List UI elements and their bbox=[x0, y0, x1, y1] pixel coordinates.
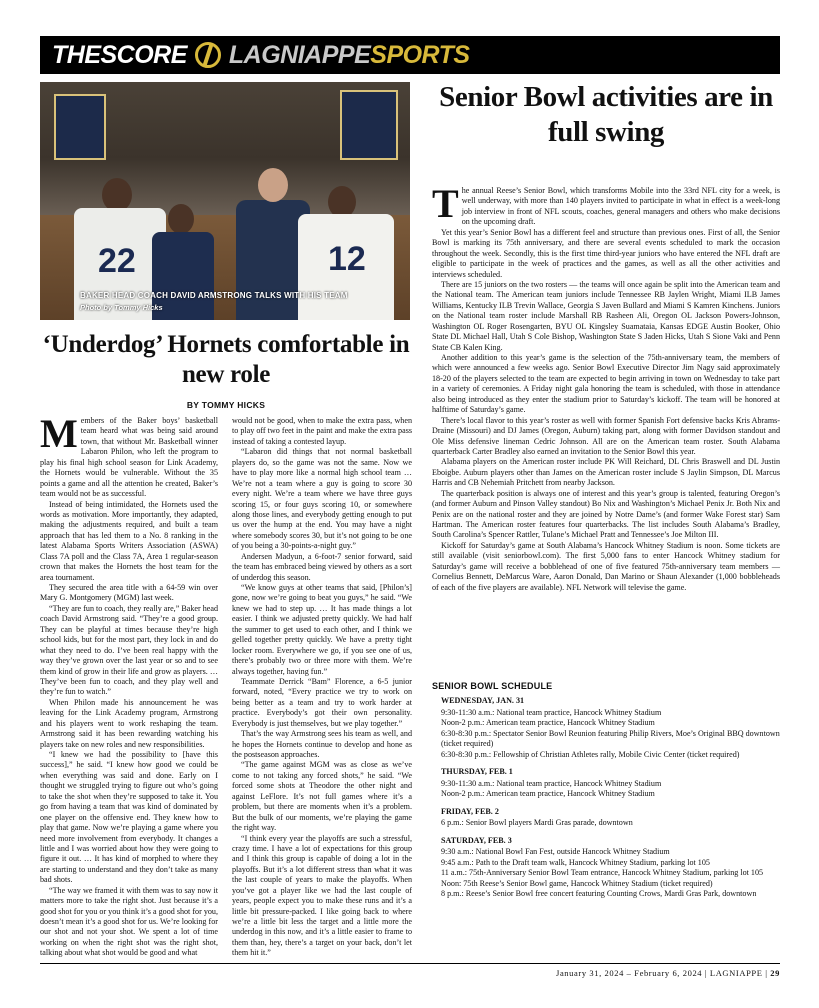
schedule-event: 6 p.m.: Senior Bowl players Mardi Gras parade, downtown bbox=[441, 818, 633, 828]
paragraph: Teammate Derrick “Bam” Florence, a 6-5 junior forward, noted, “Every practice we try to work on being better as a team and try to work harder at practice. Everybody’s got their own personality. Everybody is just themselves, but we play together.” bbox=[232, 676, 412, 728]
schedule-event: 6:30-8:30 p.m.: Fellowship of Christian Athletes rally, Mobile Civic Center (ticket required) bbox=[441, 749, 740, 759]
paragraph: There are 15 juniors on the two rosters — the teams will once again be split into the American team and the National team. The American team juniors include Tennessee RB Jaylen Wright, Miami ILB James Williams, Kentucky ILB Trevin Wallace, Georgia S Javen Bullard and Miami S Kamren Kinchens. Juniors on the National team roster include Marshall RB Rasheen Ali, Oregon OL Jackson Powers-Johnson, Washington OL Roger Rosengarten, BYU OL Kingsley Suamataia, Kansas EDGE Austin Booker, Ohio State DL Michael Hall, Utah S Cole Bishop, Washington State S Jaden Hicks, Utah S Sione Vaki and Penn State CB Kalen King. bbox=[432, 279, 780, 352]
paragraph: “I knew we had the possibility to [have this success],” he said. “I knew how good we could be when everything was said and done. Early on I thought we struggled trying to figure out who’s going to take the shot when they’re supposed to take it. You go from having a team that was kind of dominated by one player on the offensive end. They knew how to play that game. Now we’re playing a game where you need more involvement from everybody. It changes a little and I was worried about how they were going to figure it out. … It has kind of morphed to where they are starting to understand and they don’t take as many bad shots. bbox=[40, 750, 218, 885]
paragraph: When Philon made his announcement he was leaving for the Link Academy program, Armstrong and his players went to work reshaping the team. Armstrong said it has been rewarding watching his players take on new roles and new responsibilities. bbox=[40, 697, 218, 749]
player-head bbox=[168, 204, 194, 234]
player-number: 22 bbox=[98, 242, 136, 280]
paragraph: embers of the Baker boys’ basketball team heard what was being said around town, that without Mr. Basketball winner Labaron Philon, who left the program to play his final high school season for Link Academy, the Hornets would be vulnerable. Without the 35 points a game and all the attention he created, Baker’s team would not be as successful. bbox=[40, 416, 218, 499]
masthead-lagniappe: LAGNIAPPE bbox=[228, 40, 371, 69]
schedule-event: 9:45 a.m.: Path to the Draft team walk, Hancock Whitney Stadium, parking lot 105 bbox=[441, 857, 710, 867]
paragraph: Instead of being intimidated, the Hornets used the words as motivation. More importantly, they adapted, making the adjustments required, and built a team approach that has led them to a No. 8 ranking in the latest Alabama Sports Writers Association (ASWA) Class 7A poll and the Class 7A, Area 1 regular-season crown that makes the Hornets the host team for the area tournament. bbox=[40, 499, 218, 582]
dropcap-right: T bbox=[432, 181, 459, 226]
right-article-headline: Senior Bowl activities are in full swing bbox=[439, 81, 773, 148]
schedule-event: 8 p.m.: Reese’s Senior Bowl free concert featuring Counting Crows, Mardi Gras Park, downtown bbox=[441, 889, 757, 899]
schedule-event: 11 a.m.: 75th-Anniversary Senior Bowl Team entrance, Hancock Whitney Stadium, parking lot 105 bbox=[441, 868, 764, 878]
player-head bbox=[102, 178, 132, 212]
paragraph: “Labaron did things that not normal basketball players do, so the game was not the same. Now we have to play more like a normal high school team … We’re not a team where a guy is going to score 30 every night. We’re a team where we have three guys scoring 15, or four guys scoring 10, or somewhere along those lines, and everybody getting enough to put us over the hump at the end. You may have a night where somebody scores 30, but it’s not going to be one of you being a 30-points-a-night guy.” bbox=[232, 447, 412, 551]
paragraph: “The way we framed it with them was to say now it matters more to take the right shot. Just because it’s a good shot for you or you think it’s a good shot for you, doesn’t mean it’s a good shot for us. We’re looking for our shot and not your shot. We spent a lot of time working on when the right shot was the right shot, talking about what shot would be good and what bbox=[40, 885, 218, 958]
left-article-headline: ‘Underdog’ Hornets comfortable in new role bbox=[42, 331, 410, 388]
paragraph: “The game against MGM was as close as we’ve come to not taking any forced shots,” he said. “We forced some shots at Theodore the other night and against LeFlore. It’s not full games where it’s a problem, but there are moments when it’s a problem. But the bulk of our moments, we’re playing the game the right way. bbox=[232, 760, 412, 833]
gym-banner bbox=[340, 90, 398, 160]
paragraph: he annual Reese’s Senior Bowl, which transforms Mobile into the 33rd NFL city for a week, is well underway, with more than 140 players invited to participate in what in effect is a week-long job interview in front of NFL scouts, coaches, general managers and others who make decisions on the upcoming draft. bbox=[461, 186, 780, 227]
paragraph: The quarterback position is always one of interest and this year’s group is talented, featuring Oregon’s (and former Auburn and Pinson Valley standout) Bo Nix and Washington’s Michael Penix Jr. Both Nix and Penix are on the national roster and they are joined by Notre Dame’s (and former Wake Forest star) Sam Hartman. The American roster features four quarterbacks. The list includes South Alabama’s Bradley, South Carolina’s Spencer Rattler, Tulane’s Michael Pratt and Tennessee’s Joe Milton III. bbox=[432, 488, 780, 540]
paragraph: There’s local flavor to this year’s roster as well with former Spanish Fort defensive backs Kris Abrams-Draine (Missouri) and DJ James (Oregon, Auburn) taking part, along with former Davidson standout and Ole Miss defensive lineman Cedric Johnson. All are on the American team roster. South Alabama quarterback Carter Bradley also earned an invitation to the Senior Bowl this year. bbox=[432, 415, 780, 456]
photo-credit: Photo by Tommy Hicks bbox=[80, 303, 163, 312]
schedule-event: 9:30-11:30 a.m.: National team practice, Hancock Whitney Stadium bbox=[441, 707, 662, 717]
page-number: 29 bbox=[770, 968, 780, 978]
paragraph: Yet this year’s Senior Bowl has a different feel and structure than previous ones. First of all, the Senior Bowl is marking its 75th anniversary, and there are several events scheduled to mark the occasion throughout the week. Secondly, this is the first time third-year juniors who have entered the NFL draft are eligible to participate in the week of practices and the games, as well as all the other activities and interviews scheduled. bbox=[432, 227, 780, 279]
footer-divider bbox=[40, 963, 780, 964]
schedule-event: Noon-2 p.m.: American team practice, Hancock Whitney Stadium bbox=[441, 718, 655, 728]
masthead-score: SCORE bbox=[100, 40, 187, 69]
footer-dates: January 31, 2024 – February 6, 2024 | LAGNIAPPE | bbox=[556, 968, 768, 978]
paragraph: “I think every year the playoffs are such a stressful, crazy time. I have a lot of expectations for this group and I think this group is capable of doing a lot in the playoffs. But it’s a lot different stress than what it was the last couple of years to make the playoffs. When you’ve got a player like we had the last couple of years, people expect you to make these runs and it’s a little bit pressure-packed. I like going back to where we’re a little bit less the target and a little more the underdog in this now, and it’s a little easier to frame to them than, hey, there’s a target on your back, don’t let them hit it.” bbox=[232, 833, 412, 958]
paragraph: “We know guys at other teams that said, [Philon’s] gone, now we’re going to beat you guys,” he said. “We knew we had to step up. … It has made things a lot easier. I think we adjusted pretty quickly. We had half the summer to get used to each other, and I think we gelled together pretty quickly. We have a pretty tight locker room. Everywhere we go, if you see one of us, there’s probably two or three more with them. We’re always together, having fun.” bbox=[232, 583, 412, 676]
schedule-day-label: THURSDAY, FEB. 1 bbox=[441, 767, 513, 777]
masthead-divider-icon bbox=[195, 42, 221, 68]
dropcap-left: M bbox=[40, 411, 78, 456]
schedule-event: 6:30-8:30 p.m.: Spectator Senior Bowl Reunion featuring Philip Rivers, Moe’s Original BBQ downtown (ticket required) bbox=[441, 728, 780, 749]
left-article-byline: BY TOMMY HICKS bbox=[186, 400, 266, 410]
left-article-column-1 bbox=[40, 411, 218, 959]
left-article-column-2 bbox=[232, 416, 412, 959]
paragraph: That’s the way Armstrong sees his team as well, and he hopes the Hornets continue to develop and hone as the postseason approaches. bbox=[232, 729, 412, 759]
paragraph: Alabama players on the American roster include PK Will Reichard, DL Chris Braswell and DL Justin Eboigbe. Auburn players other than James on the American roster include S Jaylin Simpson, DL Marcus Harris and CB Nehemiah Pritchett from nearby Jackson. bbox=[432, 457, 780, 488]
gym-banner bbox=[54, 94, 106, 160]
photo-caption: BAKER HEAD COACH DAVID ARMSTRONG TALKS WITH HIS TEAM bbox=[80, 291, 348, 300]
paragraph: Kickoff for Saturday’s game at South Alabama’s Hancock Whitney Stadium is noon. Some tickets are still available (visit seniorbowl.com). The first 5,000 fans to enter Hancock Whitney stadium for Saturday’s game will receive a bobblehead of one of five featured 75th-anniversary team members — Cornelius Bennett, DeMarcus Ware, Aaron Donald, Dan Marino or Shaun Alexander (1,000 bobbleheads of each of the five players are available). NFL Network will televise the game. bbox=[432, 540, 780, 592]
schedule-title: SENIOR BOWL SCHEDULE bbox=[432, 681, 553, 691]
schedule-day-label: SATURDAY, FEB. 3 bbox=[441, 835, 512, 845]
player-number: 12 bbox=[328, 240, 366, 278]
paragraph: Andersen Madyun, a 6-foot-7 senior forward, said the team has embraced being viewed by others as a sort of underdog this season. bbox=[232, 551, 412, 582]
masthead-the: THE bbox=[52, 40, 101, 69]
paragraph: Another addition to this year’s game is the selection of the 75th-anniversary team, the members of which were announced a few weeks ago. Senior Bowl Executive Director Jim Nagy said approximately 18-20 of the players selected to the team are expected to begin arriving in town on Wednesday to take part in a variety of ceremonies. A Friday night gala honoring the team is scheduled, with those in attendance also being introduced as they enter the stadium prior to Saturday’s kickoff. The team will be honored at halftime of Saturday’s game. bbox=[432, 353, 780, 415]
schedule-event: 9:30 a.m.: National Bowl Fan Fest, outside Hancock Whitney Stadium bbox=[441, 847, 670, 857]
coach-head bbox=[258, 168, 288, 202]
paragraph: They secured the area title with a 64-59 win over Mary G. Montgomery (MGM) last week. bbox=[40, 583, 218, 603]
paragraph: “They are fun to coach, they really are,” Baker head coach David Armstrong said. “They’re a good group. They can be playful at times because they’re high school kids, but for the most part, they lock in and do what they need to do. I’ve been real happy with the way they’ve grown over the last year or so and to see them kind of grow in their life and grow as players. … They’ve been fun to coach, and they play well and they’re fun to watch.” bbox=[40, 603, 218, 697]
masthead-sports: SPORTS bbox=[370, 40, 470, 69]
paragraph: would not be good, when to make the extra pass, when to play off two feet in the paint and make the extra pass instead of taking a contested layup. bbox=[232, 416, 412, 446]
senior-bowl-schedule bbox=[432, 696, 780, 900]
schedule-event: 9:30-11:30 a.m.: National team practice, Hancock Whitney Stadium bbox=[441, 778, 662, 788]
right-article-column bbox=[432, 181, 780, 593]
schedule-day-label: WEDNESDAY, JAN. 31 bbox=[441, 696, 525, 705]
team-photo bbox=[40, 82, 410, 320]
schedule-event: Noon: 75th Reese’s Senior Bowl game, Hancock Whitney Stadium (ticket required) bbox=[441, 878, 713, 888]
schedule-day-label: FRIDAY, FEB. 2 bbox=[441, 806, 499, 816]
masthead-banner bbox=[40, 36, 780, 74]
page-footer bbox=[40, 968, 780, 978]
schedule-event: Noon-2 p.m.: American team practice, Hancock Whitney Stadium bbox=[441, 789, 655, 799]
